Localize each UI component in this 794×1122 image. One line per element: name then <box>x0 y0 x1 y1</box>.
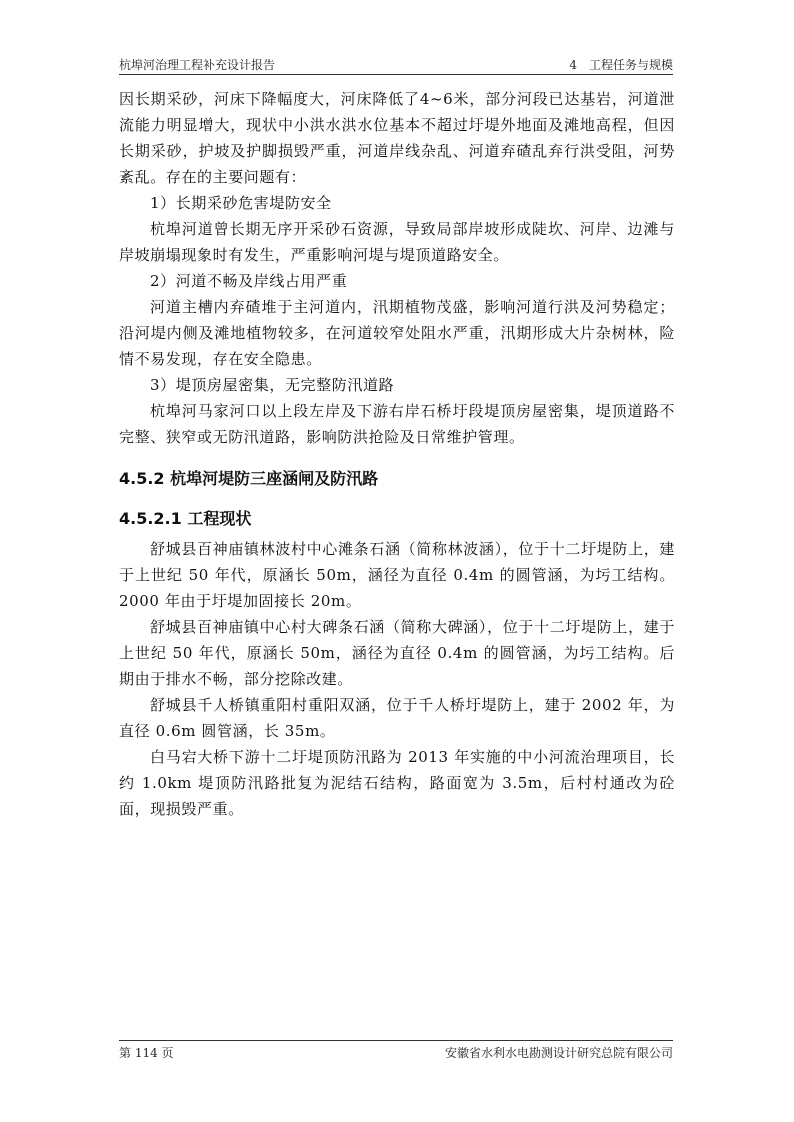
paragraph-issue-3: 杭埠河马家河口以上段左岸及下游右岸石桥圩段堤顶房屋密集，堤顶道路不完整、狭窄或无防汛道路，影响防洪抢险及日常维护管理。 <box>119 402 675 446</box>
footer-organization: 安徽省水利水电勘测设计研究总院有限公司 <box>444 1046 673 1060</box>
list-item-issue-1: 1）长期采砂危害堤防安全 <box>150 194 332 212</box>
page-footer <box>119 1044 673 1064</box>
list-item-issue-2: 2）河道不畅及岸线占用严重 <box>150 272 348 290</box>
page-body <box>119 86 675 822</box>
page-header <box>119 56 673 76</box>
list-item-issue-3: 3）堤顶房屋密集，无完整防汛道路 <box>150 376 395 394</box>
paragraph-flood-road: 白马宕大桥下游十二圩堤顶防汛路为 2013 年实施的中小河流治理项目，长约 1.0km 堤顶防汛路批复为泥结石结构，路面宽为 3.5m，后村村通改为砼面，现损毁严重。 <box>119 748 675 818</box>
header-chapter-title: 4 工程任务与规模 <box>569 58 673 72</box>
paragraph-chongyang-culvert: 舒城县千人桥镇重阳村重阳双涵，位于千人桥圩堤防上，建于 2002 年，为直径 0.6m 圆管涵，长 35m。 <box>119 696 675 740</box>
page-number: 第 114 页 <box>119 1046 174 1060</box>
section-heading-4-5-2-1: 4.5.2.1 工程现状 <box>119 509 252 528</box>
header-report-title: 杭埠河治理工程补充设计报告 <box>119 58 276 72</box>
paragraph-linbo-culvert: 舒城县百神庙镇林波村中心滩条石涵（简称林波涵），位于十二圩堤防上，建于上世纪 50 年代，原涵长 50m，涵径为直径 0.4m 的圆管涵，为圬工结构。2000 年由于圩堤加固接长 20m。 <box>119 540 675 610</box>
section-heading-4-5-2: 4.5.2 杭埠河堤防三座涵闸及防汛路 <box>119 469 379 488</box>
paragraph-sand-mining-status: 因长期采砂，河床下降幅度大，河床降低了4~6米，部分河段已达基岩，河道泄流能力明显增大，现状中小洪水洪水位基本不超过圩堤外地面及滩地高程，但因长期采砂，护坡及护脚损毁严重，河道岸线杂乱、河道弃碴乱弃行洪受阻，河势紊乱。存在的主要问题有： <box>119 90 675 186</box>
header-divider <box>119 74 673 75</box>
footer-divider <box>119 1040 673 1041</box>
paragraph-issue-2: 河道主槽内弃碴堆于主河道内，汛期植物茂盛，影响河道行洪及河势稳定；沿河堤内侧及滩地植物较多，在河道较窄处阻水严重，汛期形成大片杂树林，险情不易发现，存在安全隐患。 <box>119 298 675 368</box>
paragraph-issue-1: 杭埠河道曾长期无序开采砂石资源，导致局部岸坡形成陡坎、河岸、边滩与岸坡崩塌现象时有发生，严重影响河堤与堤顶道路安全。 <box>119 220 675 264</box>
paragraph-dabei-culvert: 舒城县百神庙镇中心村大碑条石涵（简称大碑涵），位于十二圩堤防上，建于上世纪 50 年代，原涵长 50m，涵径为直径 0.4m 的圆管涵，为圬工结构。后期由于排水不畅，部分挖除改建。 <box>119 618 675 688</box>
